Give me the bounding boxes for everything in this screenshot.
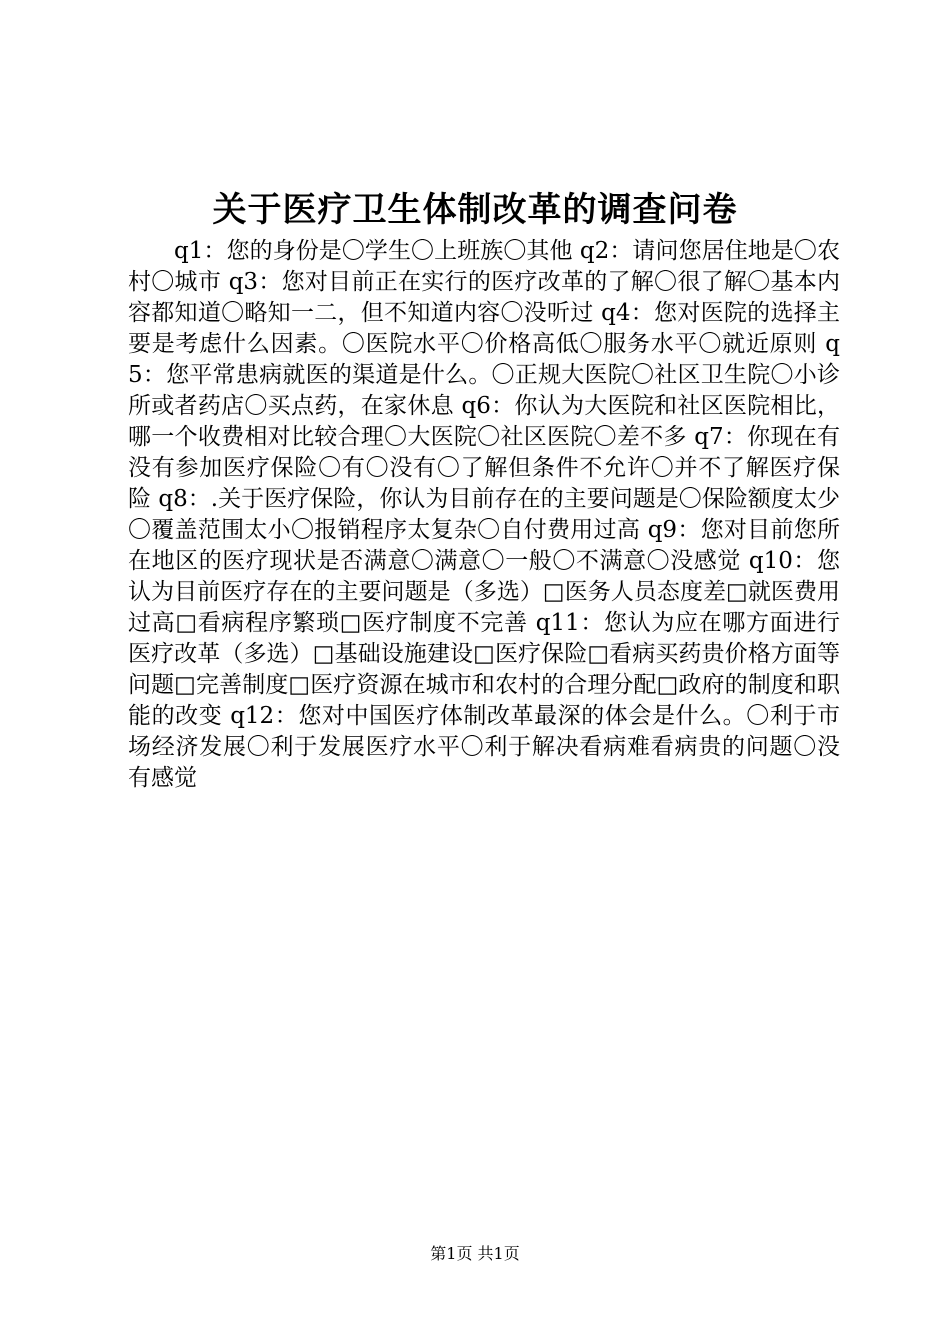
page-number-footer: 第1页 共1页: [430, 1244, 520, 1263]
questionnaire-body: q1：您的身份是〇学生〇上班族〇其他 q2：请问您居住地是〇农村〇城市 q3：您对目前正在实行的医疗改革的了解〇很了解〇基本内容都知道〇略知一二，但不知道内容〇没听过 q4：您对医院的选择主要是考虑什么因素。〇医院水平〇价格高低〇服务水平〇就近原则 q5：您平常患病就医的渠道是什么。〇正规大医院〇社区卫生院〇小诊所或者药店〇买点药，在家休息 q6：你认为大医院和社区医院相比，哪一个收费相对比较合理〇大医院〇社区医院〇差不多 q7：你现在有没有参加医疗保险〇有〇没有〇了解但条件不允许〇并不了解医疗保险 q8：.关于医疗保险，你认为目前存在的主要问题是〇保险额度太少〇覆盖范围太小〇报销程序太复杂〇自付费用过高 q9：您对目前您所在地区的医疗现状是否满意〇满意〇一般〇不满意〇没感觉 q10：您认为目前医疗存在的主要问题是（多选）□医务人员态度差□就医费用过高□看病程序繁琐□医疗制度不完善 q11：您认为应在哪方面进行医疗改革（多选）□基础设施建设□医疗保险□看病买药贵价格方面等问题□完善制度□医疗资源在城市和农村的合理分配□政府的制度和职能的改变 q12：您对中国医疗体制改革最深的体会是什么。〇利于市场经济发展〇利于发展医疗水平〇利于解决看病难看病贵的问题〇没有感觉: [128, 238, 840, 791]
document-title: 关于医疗卫生体制改革的调查问卷: [212, 190, 738, 230]
